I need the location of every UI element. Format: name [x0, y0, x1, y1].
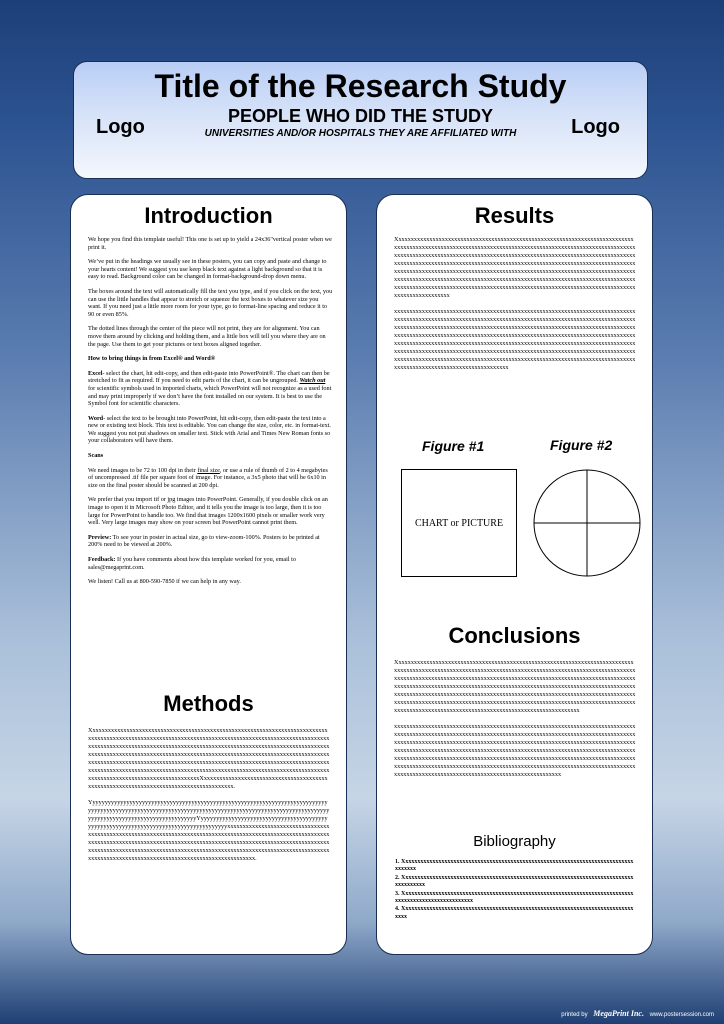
bibliography-item: 2. Xxxxxxxxxxxxxxxxxxxxxxxxxxxxxxxxxxxxxxxxxxxxxxxxxxxxxxxxxxxxxxxxxxxxxxxxxxxxxxxxxxxxxxx: [395, 874, 634, 889]
poster-header: [73, 61, 648, 179]
right-column-panel: [376, 194, 653, 955]
logo-right: Logo: [571, 116, 620, 138]
intro-paragraph: We hope you find this template useful! This one is set up to yield a 24x36"vertical poster when we print it.: [88, 236, 332, 251]
intro-paragraph: We’ve put in the headings we usually see in these posters, you can copy and paste and change to your hearts content! We suggest you use keep black text against a light background so that it is easy to read. Background color can be changed in format-background-drop down menu.: [88, 258, 327, 281]
figure-1-label: Figure #1: [422, 438, 485, 454]
excel-paragraph: Excel- select the chart, hit edit-copy, and then edit-paste into PowerPoint®. The chart can then be stretched to fit as required. If you need to edit parts of the chart, it can be ungrouped. Watch out for scientific symbols used in imported charts, which PowerPoint will not recognize as a used font and may print improperly if we don’t have the font installed on our system. It is best to use the Symbol font for scientific characters.: [88, 369, 332, 408]
introduction-body: [88, 236, 333, 593]
conclusions-paragraph: xxxxxxxxxxxxxxxxxxxxxxxxxxxxxxxxxxxxxxxxxxxxxxxxxxxxxxxxxxxxxxxxxxxxxxxxxxxxxxxxxxxxxxxxxxxxxxxxxxxxxxxxxxxxxxxxxxxxxxxxxxxxxxxxxxxxxxxxxxxxxxxxxxxxxxxxxxxxxxxxxxxxxxxxxxxxxxxxxxxxxxxxxxxxxxxxxxxxxxxxxxxxxxxxxxxxxxxxxxxxxxxxxxxxxxxxxxxxxxxxxxxxxxxxxxxxxxxxxxxxxxxxxxxxxxxxxxxxxxxxxxxxxxxxxxxxxxxxxxxxxxxxxxxxxxxxxxxxxxxxxxxxxxxxxxxxxxxxxxxxxxxxxxxxxxxxxxxxxxxxxxxxxxxxxxxxxxxxxxxxxxxxxxxxxxxxxxxxxxxxxxxxxxxxxxxxxxxxxxxxxxxxxxxxxxxxxxxxxxxxxxxxxxxxxxxxxxxxxxxxxxxxxxxxxxxxxxxxxxxxxxxxxxxxxxxxxxxxxxxxxxxxxxxxxxxxxxxxxxxxxx: [394, 723, 636, 778]
results-paragraph: Xxxxxxxxxxxxxxxxxxxxxxxxxxxxxxxxxxxxxxxxxxxxxxxxxxxxxxxxxxxxxxxxxxxxxxxxxxxxxxxxxxxxxxxxxxxxxxxxxxxxxxxxxxxxxxxxxxxxxxxxxxxxxxxxxxxxxxxxxxxxxxxxxxxxxxxxxxxxxxxxxxxxxxxxxxxxxxxxxxxxxxxxxxxxxxxxxxxxxxxxxxxxxxxxxxxxxxxxxxxxxxxxxxxxxxxxxxxxxxxxxxxxxxxxxxxxxxxxxxxxxxxxxxxxxxxxxxxxxxxxxxxxxxxxxxxxxxxxxxxxxxxxxxxxxxxxxxxxxxxxxxxxxxxxxxxxxxxxxxxxxxxxxxxxxxxxxxxxxxxxxxxxxxxxxxxxxxxxxxxxxxxxxxxxxxxxxxxxxxxxxxxxxxxxxxxxxxxxxxxxxxxxxxxxxxxxxxxxxxxxxxxxxxxxxxxxxxxxxxxxxxxxxxxxxxxxxxxxxxxxxxxxxxxxxxxxxxxxxxxxxxxxxxxxxxxxxxxxxxxxxxxxxxxxxxxxxxxxxxxxxxxxxxxxxxxxxxxxxxxxxxx: [394, 236, 636, 299]
word-paragraph: Word- select the text to be brought into PowerPoint, hit edit-copy, then edit-paste the text into a new or existing text block. This text is editable. You can change the size, color, etc. in format-text. We suggest you not put shadows on smaller text. Stick with Arial and Times New Roman fonts so your collaborators will have them.: [88, 414, 331, 445]
conclusions-heading: Conclusions: [448, 623, 581, 648]
printer-footer: [561, 1009, 714, 1018]
authors-line: PEOPLE WHO DID THE STUDY: [227, 106, 494, 126]
chart-placeholder-box: [401, 469, 517, 577]
bibliography-item: 3. Xxxxxxxxxxxxxxxxxxxxxxxxxxxxxxxxxxxxxxxxxxxxxxxxxxxxxxxxxxxxxxxxxxxxxxxxxxxxxxxxxxxxxxxxxxxxxxxxxxxxxxx: [395, 890, 634, 905]
bibliography-heading: Bibliography: [473, 833, 556, 850]
results-heading: Results: [474, 203, 555, 228]
left-column-panel: [70, 194, 347, 955]
bibliography-item: 1. Xxxxxxxxxxxxxxxxxxxxxxxxxxxxxxxxxxxxxxxxxxxxxxxxxxxxxxxxxxxxxxxxxxxxxxxxxxxxxxxxxxxx: [395, 859, 634, 873]
introduction-heading: Introduction: [144, 203, 273, 228]
conclusions-paragraph: Xxxxxxxxxxxxxxxxxxxxxxxxxxxxxxxxxxxxxxxxxxxxxxxxxxxxxxxxxxxxxxxxxxxxxxxxxxxxxxxxxxxxxxxxxxxxxxxxxxxxxxxxxxxxxxxxxxxxxxxxxxxxxxxxxxxxxxxxxxxxxxxxxxxxxxxxxxxxxxxxxxxxxxxxxxxxxxxxxxxxxxxxxxxxxxxxxxxxxxxxxxxxxxxxxxxxxxxxxxxxxxxxxxxxxxxxxxxxxxxxxxxxxxxxxxxxxxxxxxxxxxxxxxxxxxxxxxxxxxxxxxxxxxxxxxxxxxxxxxxxxxxxxxxxxxxxxxxxxxxxxxxxxxxxxxxxxxxxxxxxxxxxxxxxxxxxxxxxxxxxxxxxxxxxxxxxxxxxxxxxxxxxxxxxxxxxxxxxxxxxxxxxxxxxxxxxxxxxxxxxxxxxxxxxxxxxxxxxxxxxxxxxxxxxxxxxxxxxxxxxxxxxxxxxxxxxxxxxxxxxxxxxxxxxxxxxxxxxxxxxxxxxxxxxxxxxxxxxxxxxxxxxxxx: [394, 659, 636, 714]
pie-chart-placeholder: [533, 469, 641, 577]
methods-paragraph: XxxxxxxxxxxxxxxxxxxxxxxxxxxxxxxxxxxxxxxxxxxxxxxxxxxxxxxxxxxxxxxxxxxxxxxxxxxxxxxxxxxxxxxxxxxxxxxxxxxxxxxxxxxxxxxxxxxxxxxxxxxxxxxxxxxxxxxxxxxxxxxxxxxxxxxxxxxxxxxxxxxxxxxxxxxxxxxxxxxxxxxxxxxxxxxxxxxxxxxxxxxxxxxxxxxxxxxxxxxxxxxxxxxxxxxxxxxxxxxxxxxxxxxxxxxxxxxxxxxxxxxxxxxxxxxxxxxxxxxxxxxxxxxxxxxxxxxxxxxxxxxxxxxxxxxxxxxxxxxxxxxxxxxxxxxxxxxxxxxxxxxxxxxxxxxxxxxxxxxxxxxxxxxxxxxxxxxxxxxxxxxxxxxxxxxxxxxxxxxxxxxxxxxxxxxxxxxxxxxxxxxxxxxxxxxxxxxxxxxxxxxxxxxxxxxxxxxxxxxxxxxxxxxxxxxxxxxxxxxxxxxxxxxxxxxxxxxxxxxxxxxXxxxxxxxxxxxxxxxxxxxxxxxxxxxxxxxxxxxxxxxxxxxxxxxxxxxxxxxxxxxxxxxxxxxxxxxxxxxxxxxxxxxxxxx.: [88, 727, 330, 790]
figure-2-label: Figure #2: [550, 437, 613, 453]
methods-heading: Methods: [163, 691, 254, 716]
bibliography-item: 4. Xxxxxxxxxxxxxxxxxxxxxxxxxxxxxxxxxxxxxxxxxxxxxxxxxxxxxxxxxxxxxxxxxxxxxxxxxxxxxxxxx: [395, 906, 634, 920]
images-paragraph: We prefer that you import tif or jpg images into PowerPoint. Generally, if you double click on an image to open it in Microsoft Photo Editor, and it tells you the image is too large, then it is too large for PowerPoint to handle too. We find that images 1200x1600 pixels or smaller work very well. Very large images may show on your screen but PowerPoint cannot print them.: [88, 496, 328, 527]
intro-paragraph: The dotted lines through the center of the piece will not print, they are for alignment. You can move them around by clicking and holding them, and a little box will tell you where they are on the page. Use them to get your pictures or text boxes aligned together.: [88, 325, 326, 348]
scans-subheading: Scans: [88, 452, 104, 460]
poster-title: Title of the Research Study: [154, 68, 567, 104]
results-paragraph: xxxxxxxxxxxxxxxxxxxxxxxxxxxxxxxxxxxxxxxxxxxxxxxxxxxxxxxxxxxxxxxxxxxxxxxxxxxxxxxxxxxxxxxxxxxxxxxxxxxxxxxxxxxxxxxxxxxxxxxxxxxxxxxxxxxxxxxxxxxxxxxxxxxxxxxxxxxxxxxxxxxxxxxxxxxxxxxxxxxxxxxxxxxxxxxxxxxxxxxxxxxxxxxxxxxxxxxxxxxxxxxxxxxxxxxxxxxxxxxxxxxxxxxxxxxxxxxxxxxxxxxxxxxxxxxxxxxxxxxxxxxxxxxxxxxxxxxxxxxxxxxxxxxxxxxxxxxxxxxxxxxxxxxxxxxxxxxxxxxxxxxxxxxxxxxxxxxxxxxxxxxxxxxxxxxxxxxxxxxxxxxxxxxxxxxxxxxxxxxxxxxxxxxxxxxxxxxxxxxxxxxxxxxxxxxxxxxxxxxxxxxxxxxxxxxxxxxxxxxxxxxxxxxxxxxxxxxxxxxxxxxxxxxxxxxxxxxxxxxxxxxxxxxxxxxxxxxxxxxxxxxxxxxxxxxxxxxxxxxxxxxxxxxxxxxxxxxxxxxxxxxxxxxxxxxxxxxxxxxxxxx: [394, 308, 636, 371]
chart-placeholder-text: CHART or PICTURE: [414, 518, 504, 529]
printer-brand-logo: MegaPrint Inc.: [593, 1009, 644, 1018]
intro-paragraph: The boxes around the text will automatically fill the text you type, and if you click on the text, you can use the little handles that appear to stretch or squeeze the text boxes to whatever size you want. If you need just a little more room for your type, go to format-line spacing and reduce it to 90 or even 85%.: [88, 287, 333, 318]
methods-body: [88, 727, 330, 871]
results-body: [394, 236, 636, 380]
printed-by-text: printed by: [561, 1012, 588, 1018]
contact-paragraph: We listen! Call us at 800-590-7850 if we can help in any way.: [88, 578, 241, 586]
scans-paragraph: We need images to be 72 to 100 dpi in their final size, or use a rule of thumb of 2 to 4 megabytes of uncompressed .tif file per square foot of image. For instance, a 3x5 photo that will be 6x10 in size on the final poster should be scanned at 200 dpi.: [88, 466, 328, 489]
excel-word-subheading: How to bring things in from Excel® and Word®: [88, 355, 216, 363]
logo-left: Logo: [96, 116, 145, 138]
printer-website: www.postersession.com: [649, 1012, 714, 1018]
conclusions-body: [394, 659, 636, 787]
methods-paragraph: YyyyyyyyyyyyyyyyyyyyyyyyyyyyyyyyyyyyyyyyyyyyyyyyyyyyyyyyyyyyyyyyyyyyyyyyyyyyyyyyyyyyyyyyyyyyyyyyyyyyyyyyyyyyyyyyyyyyyyyyyyyyyyyyyyyyyyyyyyyyyyyyyyyyyyyyyyyyyyyyyyyyyyyyyyyyyyyyyyyyyyyyyyyyyyYyyyyyyyyyyyyyyyyyyyyyyyyyyyyyyyyyyyyyyyyyyyyyyyyyyyyyyyyyyyyyyyyyyyyyyyyyyyyyyyyyyyyyyxxxxxxxxxxxxxxxxxxxxxxxxxxxxxxxxxxxxxxxxxxxxxxxxxxxxxxxxxxxxxxxxxxxxxxxxxxxxxxxxxxxxxxxxxxxxxxxxxxxxxxxxxxxxxxxxxxxxxxxxxxxxxxxxxxxxxxxxxxxxxxxxxxxxxxxxxxxxxxxxxxxxxxxxxxxxxxxxxxxxxxxxxxxxxxxxxxxxxxxxxxxxxxxxxxxxxxxxxxxxxxxxxxxxxxxxxxxxxxxxxxxxxxxxxxxxxxxxxxxxxxxxxxxxxxxxxxxxxxxxxxxxxxxxxxxxxxxxxxxxxxxxxxxxxxxxxxxxxxxxx.: [88, 799, 330, 862]
bibliography-list: [395, 859, 635, 922]
affiliations-line: UNIVERSITIES AND/OR HOSPITALS THEY ARE AFFILIATED WITH: [204, 128, 517, 139]
preview-paragraph: Preview: To see your in poster in actual size, go to view-zoom-100%. Posters to be printed at 200% need to be viewed at 200%.: [88, 533, 320, 549]
feedback-paragraph: Feedback: If you have comments about how this template worked for you, email to sales@megaprint.com.: [88, 556, 296, 571]
